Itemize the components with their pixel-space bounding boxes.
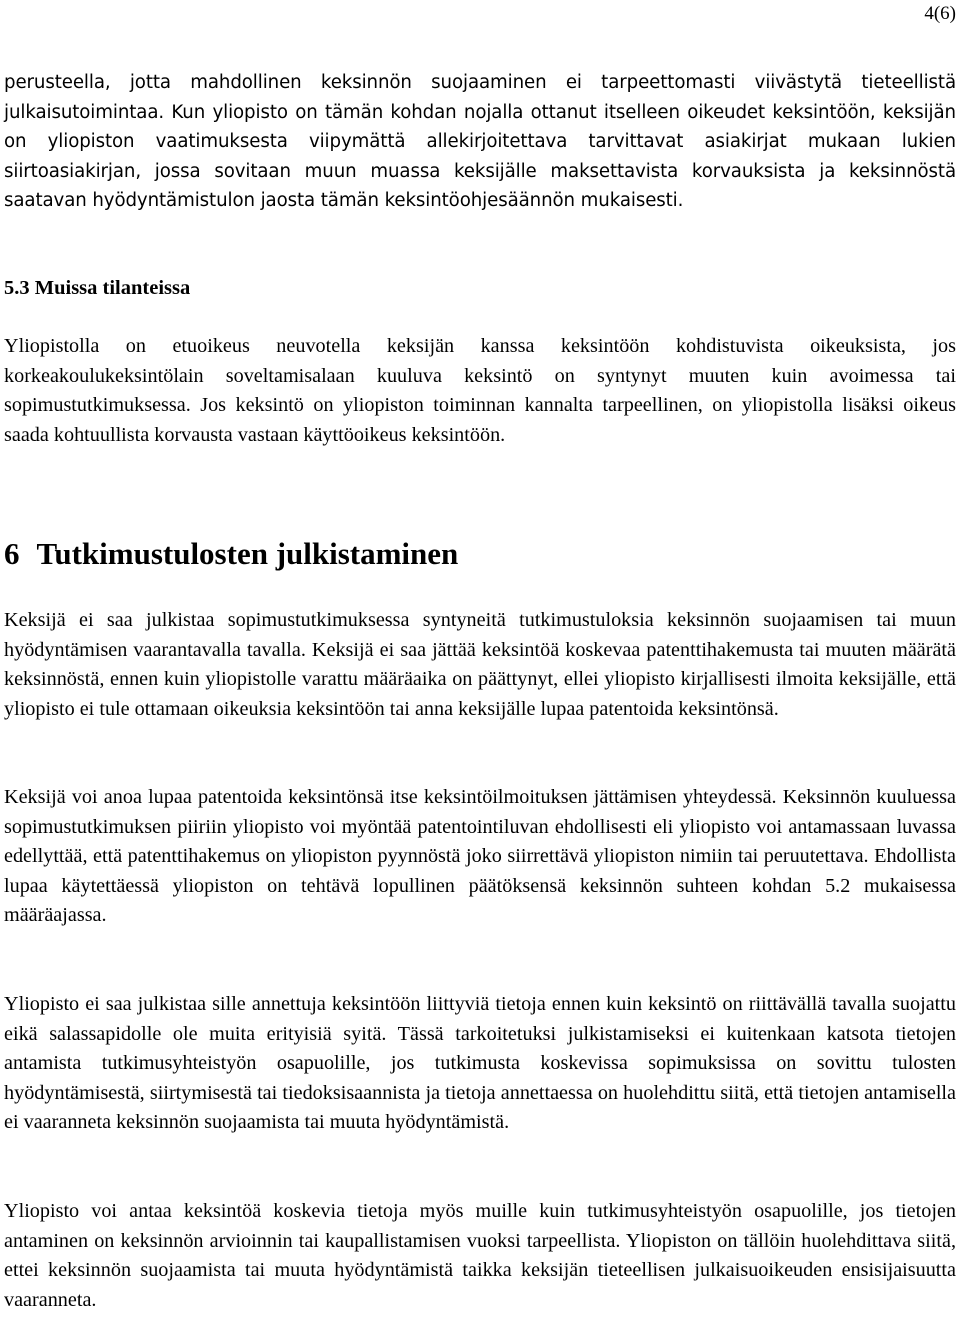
section-paragraph-1: Keksijä ei saa julkistaa sopimustutkimuksessa syntyneitä tutkimustuloksia keksinnön suojaamisen tai muun hyödyntämisen vaarantavalla tavalla. Keksijä ei saa jättää keksintöä koskevaa patenttihakemusta tai muuten määrätä keksinnöstä, ennen kuin yliopistolle varattu määräaika on päättynyt, ellei yliopisto kirjallisesti ilmoita keksijälle, että yliopisto ei tule ottamaan oikeuksia keksintöön tai anna keksijälle lupaa patentoida keksintönsä. (4, 609, 956, 720)
section-heading (4, 532, 458, 576)
section-paragraph-2: Keksijä voi anoa lupaa patentoida keksintönsä itse keksintöilmoituksen jättämisen yhteydessä. Keksinnön kuuluessa sopimustutkimuksen piiriin yliopisto voi myöntää patentointiluvan ehdollisesti eli yliopisto voi antamassaan luvassa edellyttää, että patenttihakemus on yliopiston pyynnöstä joko siirrettävä yliopiston nimiin tai peruutettava. Ehdollista lupaa käytettäessä yliopiston on tehtävä lopullinen päätöksensä keksinnön suhteen kohdan 5.2 mukaisessa määräajassa. (4, 786, 956, 926)
section-title: Tutkimustulosten julkistaminen (36, 536, 459, 571)
section-paragraph-3: Yliopisto ei saa julkistaa sille annettuja keksintöön liittyviä tietoja ennen kuin keksintö on riittävällä tavalla suojattu eikä salassapidolle ole muita erityisiä syitä. Tässä tarkoitetuksi julkistamiseksi ei kuitenkaan katsota tietojen antamista tutkimusyhteistyön osapuolille, jos tutkimusta koskevissa sopimuksissa on sovittu tulosten hyödyntämisestä, siirtymisestä tai tiedoksisaannista ja tietoja annettaessa on huolehdittu siitä, että tietojen antamisella ei vaaranneta keksinnön suojaamista tai muuta hyödyntämistä. (4, 993, 956, 1133)
subsection-heading: 5.3 Muissa tilanteissa (4, 277, 191, 299)
intro-paragraph: perusteella, jotta mahdollinen keksinnön suojaaminen ei tarpeettomasti viivästytä tieteellistä julkaisutoimintaa. Kun yliopisto on tämän kohdan nojalla ottanut itselleen oikeudet keksintöön, keksijän on yliopiston vaatimuksesta viipymättä allekirjoitettava tarvittavat asiakirjat mukaan lukien siirtoasiakirjan, jossa sovitaan muun muassa keksijälle maksettavista korvauksista ja keksinnöstä saatavan hyödyntämistulon jaosta tämän keksintöohjesäännön mukaisesti. (4, 72, 956, 211)
section-number: 6 (4, 536, 20, 571)
page-number: 4(6) (924, 3, 956, 24)
section-paragraph-4: Yliopisto voi antaa keksintöä koskevia tietoja myös muille kuin tutkimusyhteistyön osapuolille, jos tietojen antaminen on keksinnön arvioinnin tai kaupallistamisen vuoksi tarpeellista. Yliopiston on tällöin huolehdittava siitä, ettei keksinnön suojaamista tai muuta hyödyntämistä taikka keksijän tieteellisen julkaisuoikeuden ensisijaisuutta vaaranneta. (4, 1200, 956, 1311)
subsection-paragraph: Yliopistolla on etuoikeus neuvotella keksijän kanssa keksintöön kohdistuvista oikeuksista, jos korkeakoulukeksintölain soveltamisalaan kuuluva keksintö on syntynyt muuten kuin avoimessa tai sopimustutkimuksessa. Jos keksintö on yliopiston toiminnan kannalta tarpeellinen, on yliopistolla lisäksi oikeus saada kohtuullista korvausta vastaan käyttöoikeus keksintöön. (4, 335, 956, 446)
